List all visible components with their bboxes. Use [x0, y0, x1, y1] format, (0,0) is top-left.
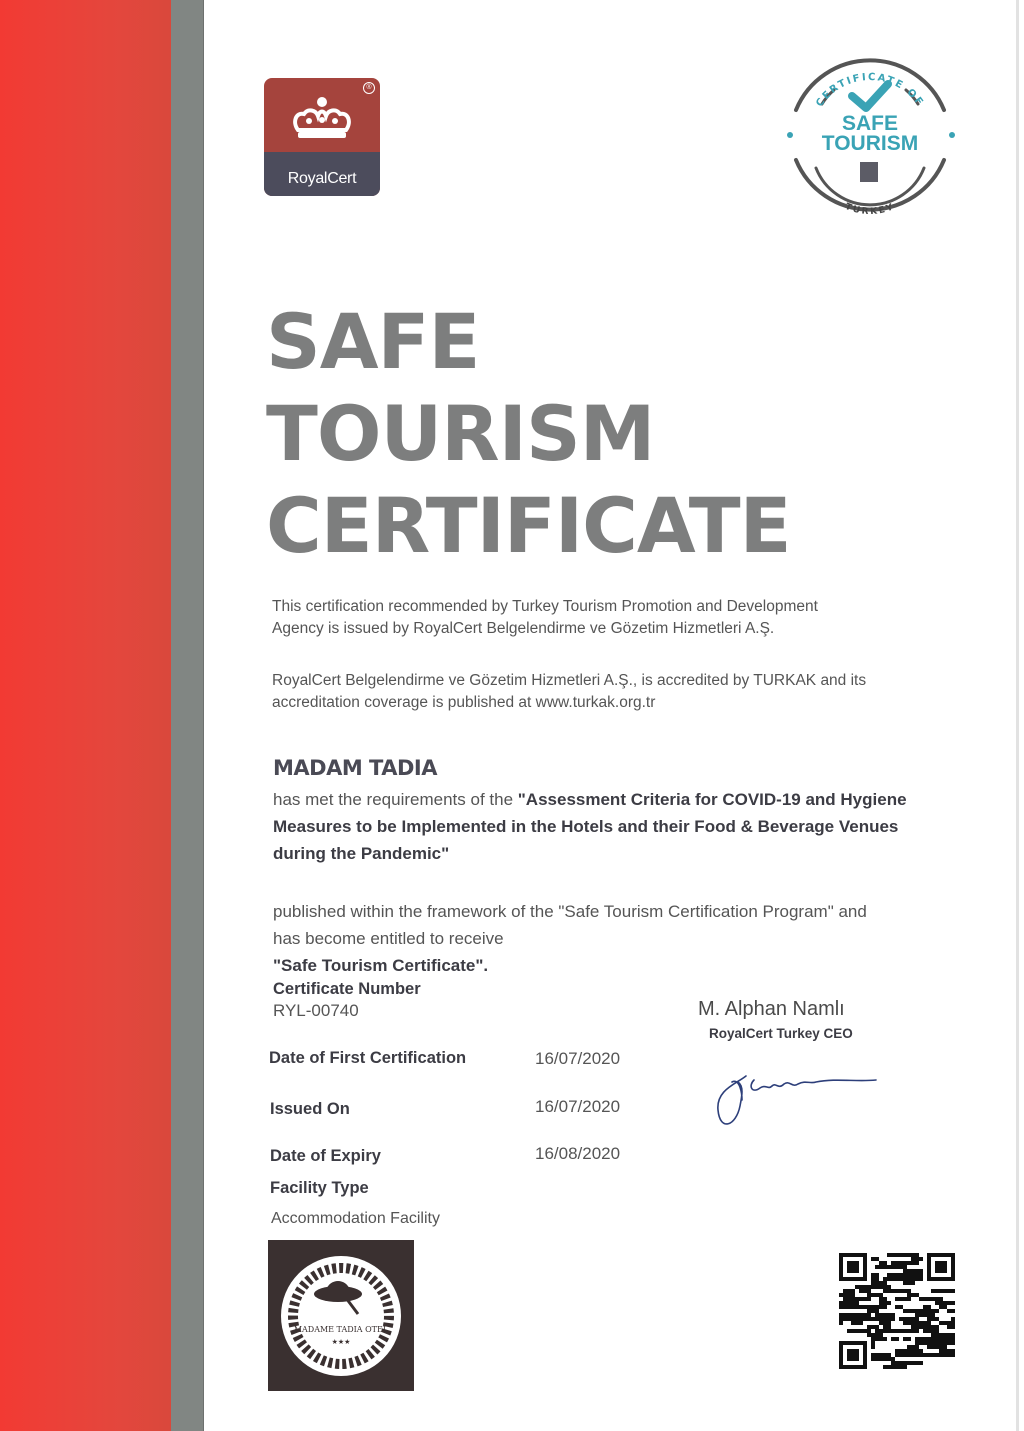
seal-line1: SAFE — [841, 112, 898, 135]
published-body: published within the framework of the "Safe Tourism Certification Program" and has become entitled to receive — [273, 902, 867, 948]
issued-on-date: 16/07/2020 — [535, 1097, 621, 1116]
certificate-title — [266, 296, 791, 572]
crown-icon — [290, 96, 354, 148]
certificate-number: RYL-00740 — [273, 1001, 359, 1020]
safe-tourism-seal — [782, 50, 970, 230]
left-red-band — [0, 0, 171, 1431]
hotel-logo — [268, 1240, 414, 1391]
title-line2: TOURISM — [266, 389, 655, 478]
seal-line2: TOURISM — [821, 132, 919, 155]
certificate-name: "Safe Tourism Certificate". — [273, 956, 489, 975]
signature-image — [706, 1060, 886, 1140]
signatory-title: RoyalCert Turkey CEO — [709, 1026, 853, 1041]
hotel-logo-text: MADAME TADIA OTEL — [293, 1325, 389, 1334]
left-grey-band — [171, 0, 204, 1431]
registered-mark: ® — [363, 82, 375, 94]
holder-name: MADAM TADIA — [273, 756, 437, 780]
first-certification-label: Date of First Certification — [269, 1049, 467, 1067]
title-line3: CERTIFICATE — [266, 481, 791, 570]
requirements-text — [273, 786, 913, 867]
published-text — [273, 898, 873, 979]
first-certification-date: 16/07/2020 — [535, 1049, 621, 1068]
page-edge — [1016, 0, 1019, 1431]
facility-type: Accommodation Facility — [271, 1210, 440, 1227]
expiry-date: 16/08/2020 — [535, 1144, 621, 1163]
mini-logo-icon — [860, 162, 878, 182]
checkmark-icon — [852, 84, 888, 108]
signatory-name: M. Alphan Namlı — [698, 998, 845, 1020]
issued-on-label: Issued On — [270, 1100, 350, 1118]
title-line1: SAFE — [266, 297, 480, 386]
logo-text: RoyalCert — [287, 170, 357, 187]
royalcert-logo — [264, 78, 380, 196]
intro-paragraph-2: RoyalCert Belgelendirme ve Gözetim Hizmetleri A.Ş., is accredited by TURKAK and its accreditation coverage is published at www.turkak.org.tr — [272, 672, 867, 711]
qr-code — [838, 1253, 956, 1369]
certificate-number-label: Certificate Number — [273, 980, 421, 998]
svg-text:★★★: ★★★ — [331, 1338, 351, 1346]
expiry-label: Date of Expiry — [270, 1147, 381, 1165]
intro-paragraph-1: This certification recommended by Turkey Tourism Promotion and Development Agency is issued by RoyalCert Belgelendirme ve Gözetim Hizmetleri A.Ş. — [272, 598, 818, 637]
seal-top-text: CERTIFICATE OF — [814, 71, 926, 110]
assessment-criteria: "Assessment Criteria for COVID-19 and Hygiene Measures to be Implemented in the Hotels and their Food & Beverage Venues during the Pandemic" — [273, 790, 907, 863]
seal-bottom-text: TURKEY — [843, 201, 897, 218]
requirement-prefix: has met the requirements of the — [273, 790, 518, 809]
facility-type-label: Facility Type — [270, 1179, 369, 1197]
